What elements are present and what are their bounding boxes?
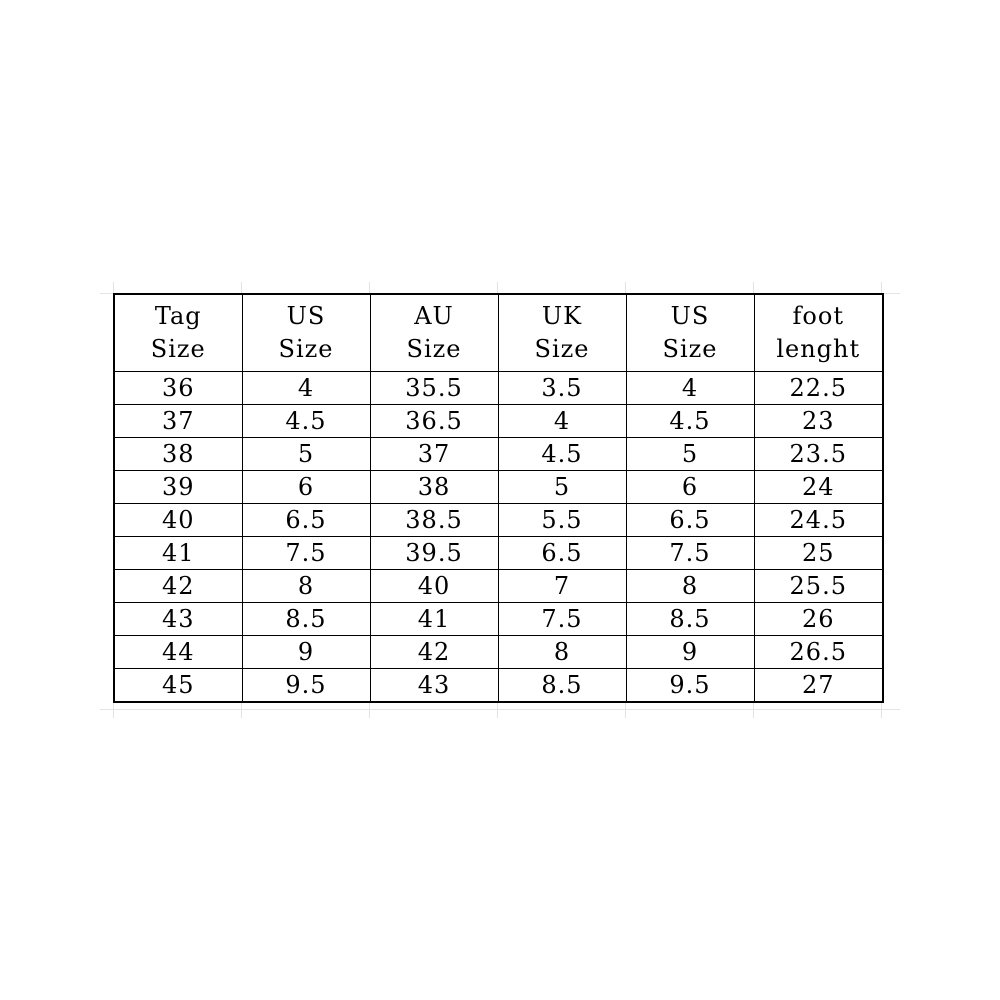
header-tag-size (114, 294, 242, 372)
header-us-size-2 (626, 294, 754, 372)
table-cell: 4 (626, 372, 754, 405)
header-uk-size (498, 294, 626, 372)
header-line: AU (414, 302, 454, 330)
table-cell: 42 (114, 570, 242, 603)
header-line: Size (662, 335, 718, 363)
header-us-size (242, 294, 370, 372)
table-cell: 9.5 (242, 669, 370, 703)
table-cell: 8.5 (498, 669, 626, 703)
table-cell: 22.5 (754, 372, 883, 405)
table-cell: 23.5 (754, 438, 883, 471)
table-header (114, 294, 883, 372)
table-cell: 5 (626, 438, 754, 471)
table-cell: 36 (114, 372, 242, 405)
header-line: Size (406, 335, 462, 363)
table-cell: 40 (114, 504, 242, 537)
header-line: Tag (154, 302, 202, 330)
table-cell: 9 (626, 636, 754, 669)
table-cell: 45 (114, 669, 242, 703)
header-line: Size (278, 335, 334, 363)
table-row (114, 471, 883, 504)
header-row (114, 294, 883, 372)
table-cell: 24.5 (754, 504, 883, 537)
table-cell: 6.5 (242, 504, 370, 537)
table-cell: 26.5 (754, 636, 883, 669)
table-row (114, 438, 883, 471)
table-cell: 7.5 (626, 537, 754, 570)
table-cell: 25.5 (754, 570, 883, 603)
table-cell: 4.5 (498, 438, 626, 471)
table-cell: 39.5 (370, 537, 498, 570)
table-cell: 7 (498, 570, 626, 603)
table-cell: 4.5 (626, 405, 754, 438)
table-cell: 24 (754, 471, 883, 504)
header-line: US (670, 302, 710, 330)
table-cell: 9.5 (626, 669, 754, 703)
table-cell: 3.5 (498, 372, 626, 405)
table-cell: 38 (370, 471, 498, 504)
table-cell: 35.5 (370, 372, 498, 405)
table-cell: 5 (242, 438, 370, 471)
table-cell: 43 (370, 669, 498, 703)
header-au-size (370, 294, 498, 372)
table-cell: 8 (242, 570, 370, 603)
table-row (114, 405, 883, 438)
table-cell: 38.5 (370, 504, 498, 537)
table-cell: 41 (370, 603, 498, 636)
table-row (114, 636, 883, 669)
table-cell: 37 (114, 405, 242, 438)
table-cell: 8 (626, 570, 754, 603)
header-line: lenght (776, 335, 861, 363)
table-row (114, 603, 883, 636)
table-row (114, 504, 883, 537)
header-line: Size (150, 335, 206, 363)
table-cell: 43 (114, 603, 242, 636)
table-cell: 6 (626, 471, 754, 504)
table-cell: 27 (754, 669, 883, 703)
table-cell: 26 (754, 603, 883, 636)
gridline (100, 709, 900, 710)
table-cell: 9 (242, 636, 370, 669)
table-cell: 7.5 (498, 603, 626, 636)
table-row (114, 372, 883, 405)
table-cell: 23 (754, 405, 883, 438)
header-foot-length (754, 294, 883, 372)
table-row (114, 537, 883, 570)
table-cell: 6 (242, 471, 370, 504)
table-cell: 41 (114, 537, 242, 570)
table-cell: 42 (370, 636, 498, 669)
table-cell: 40 (370, 570, 498, 603)
table-cell: 38 (114, 438, 242, 471)
table-cell: 5.5 (498, 504, 626, 537)
size-chart-table (113, 293, 884, 703)
table-body (114, 372, 883, 703)
table-cell: 7.5 (242, 537, 370, 570)
header-line: Size (534, 335, 590, 363)
table-cell: 6.5 (626, 504, 754, 537)
table-cell: 8 (498, 636, 626, 669)
table-cell: 8.5 (242, 603, 370, 636)
table-cell: 37 (370, 438, 498, 471)
table-cell: 4.5 (242, 405, 370, 438)
table-cell: 36.5 (370, 405, 498, 438)
table-cell: 39 (114, 471, 242, 504)
table-cell: 8.5 (626, 603, 754, 636)
header-line: UK (541, 302, 583, 330)
header-line: US (286, 302, 326, 330)
table-cell: 4 (498, 405, 626, 438)
table-cell: 44 (114, 636, 242, 669)
table-row (114, 570, 883, 603)
table-cell: 6.5 (498, 537, 626, 570)
table-cell: 4 (242, 372, 370, 405)
table-row (114, 669, 883, 703)
table-cell: 25 (754, 537, 883, 570)
table-cell: 5 (498, 471, 626, 504)
header-line: foot (792, 302, 844, 330)
